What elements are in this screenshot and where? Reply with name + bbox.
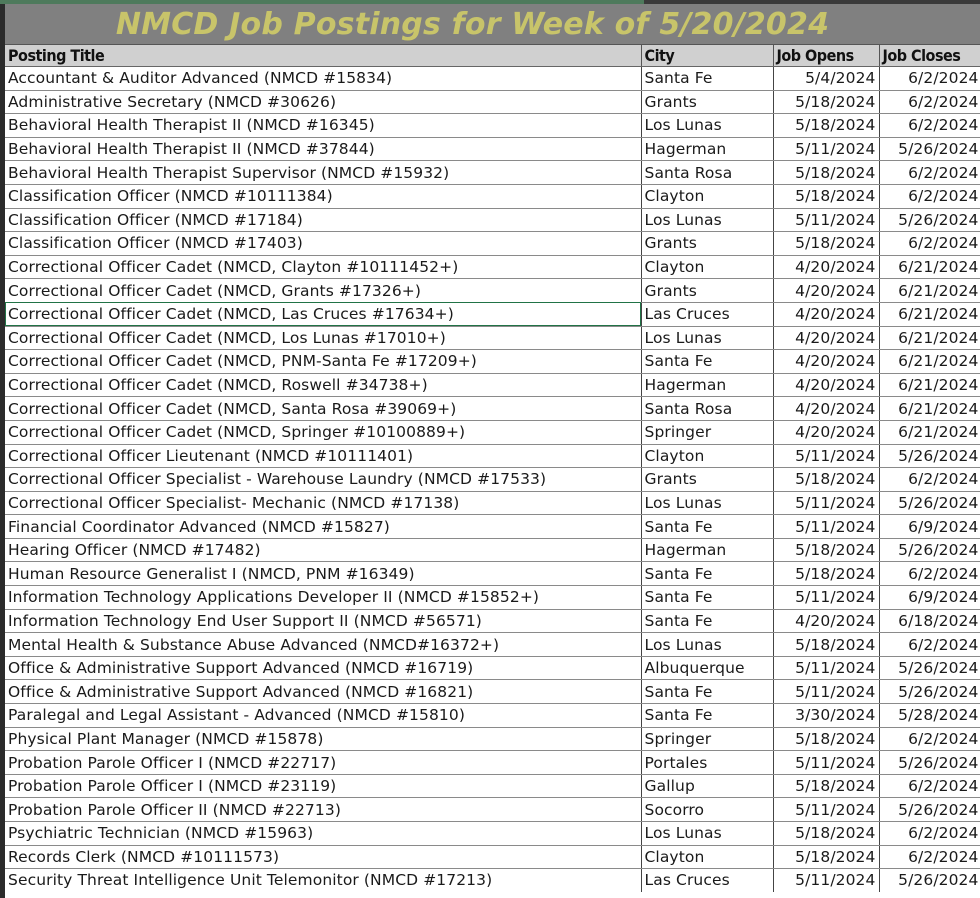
cell-posting-title[interactable]: Correctional Officer Specialist- Mechanic (NMCD #17138) [5, 491, 641, 515]
cell-job-closes[interactable]: 5/26/2024 [879, 798, 980, 822]
cell-job-opens[interactable]: 5/11/2024 [773, 515, 879, 539]
cell-job-closes[interactable]: 6/21/2024 [879, 373, 980, 397]
job-postings-table [5, 44, 980, 893]
table-row [5, 704, 980, 728]
cell-job-closes[interactable]: 6/2/2024 [879, 90, 980, 114]
table-row [5, 350, 980, 374]
cell-city[interactable]: Grants [641, 279, 773, 303]
cell-city[interactable]: Clayton [641, 444, 773, 468]
cell-posting-title[interactable]: Classification Officer (NMCD #17403) [5, 232, 641, 256]
cell-city[interactable]: Santa Fe [641, 609, 773, 633]
cell-job-opens[interactable]: 5/11/2024 [773, 586, 879, 610]
cell-job-closes[interactable]: 6/2/2024 [879, 562, 980, 586]
cell-posting-title[interactable]: Human Resource Generalist I (NMCD, PNM #16349) [5, 562, 641, 586]
cell-posting-title[interactable]: Correctional Officer Cadet (NMCD, Las Cruces #17634+) [5, 302, 641, 326]
table-row [5, 279, 980, 303]
cell-city[interactable]: Santa Fe [641, 704, 773, 728]
cell-posting-title[interactable]: Behavioral Health Therapist II (NMCD #16345) [5, 114, 641, 138]
cell-job-opens[interactable]: 4/20/2024 [773, 373, 879, 397]
cell-city[interactable]: Springer [641, 420, 773, 444]
cell-posting-title[interactable]: Office & Administrative Support Advanced (NMCD #16719) [5, 656, 641, 680]
cell-city[interactable]: Los Lunas [641, 633, 773, 657]
cell-job-opens[interactable]: 4/20/2024 [773, 397, 879, 421]
header-job-opens[interactable]: Job Opens [773, 45, 879, 67]
cell-job-closes[interactable]: 6/21/2024 [879, 255, 980, 279]
cell-job-opens[interactable]: 5/11/2024 [773, 444, 879, 468]
table-row [5, 774, 980, 798]
cell-city[interactable]: Los Lunas [641, 208, 773, 232]
cell-posting-title[interactable]: Probation Parole Officer II (NMCD #22713) [5, 798, 641, 822]
cell-posting-title[interactable]: Classification Officer (NMCD #10111384) [5, 184, 641, 208]
cell-job-closes[interactable]: 6/2/2024 [879, 232, 980, 256]
cell-job-closes[interactable]: 5/26/2024 [879, 491, 980, 515]
cell-job-opens[interactable]: 4/20/2024 [773, 255, 879, 279]
cell-job-opens[interactable]: 5/18/2024 [773, 90, 879, 114]
header-posting-title[interactable]: Posting Title [5, 45, 641, 67]
cell-posting-title[interactable]: Correctional Officer Cadet (NMCD, Los Lunas #17010+) [5, 326, 641, 350]
table-row [5, 609, 980, 633]
cell-job-opens[interactable]: 5/18/2024 [773, 538, 879, 562]
cell-job-closes[interactable]: 5/26/2024 [879, 656, 980, 680]
cell-job-closes[interactable]: 6/2/2024 [879, 727, 980, 751]
cell-job-closes[interactable]: 5/26/2024 [879, 208, 980, 232]
cell-city[interactable]: Grants [641, 90, 773, 114]
cell-job-opens[interactable]: 5/11/2024 [773, 680, 879, 704]
cell-city[interactable]: Clayton [641, 184, 773, 208]
cell-job-opens[interactable]: 4/20/2024 [773, 279, 879, 303]
cell-job-opens[interactable]: 5/11/2024 [773, 491, 879, 515]
cell-job-opens[interactable]: 5/18/2024 [773, 468, 879, 492]
cell-job-opens[interactable]: 5/18/2024 [773, 562, 879, 586]
cell-city[interactable]: Clayton [641, 845, 773, 869]
cell-posting-title[interactable]: Correctional Officer Cadet (NMCD, Grants #17326+) [5, 279, 641, 303]
cell-job-opens[interactable]: 5/18/2024 [773, 184, 879, 208]
sheet-title: NMCD Job Postings for Week of 5/20/2024 [115, 6, 830, 42]
cell-city[interactable]: Los Lunas [641, 326, 773, 350]
table-row [5, 444, 980, 468]
header-job-closes[interactable]: Job Closes [879, 45, 980, 67]
header-city[interactable]: City [641, 45, 773, 67]
table-row [5, 586, 980, 610]
cell-job-closes[interactable]: 6/21/2024 [879, 397, 980, 421]
table-row [5, 845, 980, 869]
table-row [5, 491, 980, 515]
cell-job-closes[interactable]: 5/26/2024 [879, 444, 980, 468]
cell-city[interactable]: Los Lunas [641, 491, 773, 515]
cell-job-closes[interactable]: 5/26/2024 [879, 869, 980, 893]
cell-job-opens[interactable]: 4/20/2024 [773, 326, 879, 350]
cell-job-closes[interactable]: 6/9/2024 [879, 586, 980, 610]
cell-job-closes[interactable]: 6/2/2024 [879, 161, 980, 185]
table-row [5, 633, 980, 657]
cell-job-opens[interactable]: 5/18/2024 [773, 774, 879, 798]
cell-job-opens[interactable]: 4/20/2024 [773, 350, 879, 374]
table-row [5, 302, 980, 326]
cell-posting-title[interactable]: Information Technology End User Support II (NMCD #56571) [5, 609, 641, 633]
cell-city[interactable]: Santa Rosa [641, 161, 773, 185]
cell-posting-title[interactable]: Probation Parole Officer I (NMCD #23119) [5, 774, 641, 798]
cell-job-opens[interactable]: 5/11/2024 [773, 208, 879, 232]
cell-job-opens[interactable]: 5/4/2024 [773, 67, 879, 91]
cell-job-closes[interactable]: 5/26/2024 [879, 680, 980, 704]
cell-city[interactable]: Hagerman [641, 373, 773, 397]
cell-job-closes[interactable]: 6/21/2024 [879, 302, 980, 326]
cell-city[interactable]: Grants [641, 232, 773, 256]
table-row [5, 326, 980, 350]
cell-job-opens[interactable]: 3/30/2024 [773, 704, 879, 728]
cell-posting-title[interactable]: Office & Administrative Support Advanced (NMCD #16821) [5, 680, 641, 704]
table-row [5, 562, 980, 586]
table-row [5, 798, 980, 822]
cell-job-opens[interactable]: 5/11/2024 [773, 869, 879, 893]
cell-job-closes[interactable]: 6/2/2024 [879, 114, 980, 138]
cell-posting-title[interactable]: Behavioral Health Therapist Supervisor (NMCD #15932) [5, 161, 641, 185]
cell-city[interactable]: Las Cruces [641, 869, 773, 893]
cell-city[interactable]: Las Cruces [641, 302, 773, 326]
cell-posting-title[interactable]: Accountant & Auditor Advanced (NMCD #15834) [5, 67, 641, 91]
cell-job-closes[interactable]: 6/21/2024 [879, 420, 980, 444]
cell-job-opens[interactable]: 5/18/2024 [773, 161, 879, 185]
table-row [5, 680, 980, 704]
cell-city[interactable]: Hagerman [641, 137, 773, 161]
cell-posting-title[interactable]: Paralegal and Legal Assistant - Advanced (NMCD #15810) [5, 704, 641, 728]
cell-posting-title[interactable]: Correctional Officer Cadet (NMCD, Clayton #10111452+) [5, 255, 641, 279]
cell-city[interactable]: Portales [641, 751, 773, 775]
cell-job-closes[interactable]: 6/2/2024 [879, 774, 980, 798]
cell-posting-title[interactable]: Physical Plant Manager (NMCD #15878) [5, 727, 641, 751]
cell-job-opens[interactable]: 5/11/2024 [773, 798, 879, 822]
cell-posting-title[interactable]: Records Clerk (NMCD #10111573) [5, 845, 641, 869]
table-row [5, 468, 980, 492]
cell-job-opens[interactable]: 5/18/2024 [773, 822, 879, 846]
cell-job-opens[interactable]: 5/18/2024 [773, 633, 879, 657]
cell-city[interactable]: Albuquerque [641, 656, 773, 680]
cell-job-opens[interactable]: 5/11/2024 [773, 751, 879, 775]
cell-job-closes[interactable]: 6/2/2024 [879, 468, 980, 492]
cell-job-closes[interactable]: 6/2/2024 [879, 633, 980, 657]
merged-title-cell[interactable] [5, 4, 980, 44]
cell-job-closes[interactable]: 6/2/2024 [879, 845, 980, 869]
cell-city[interactable]: Santa Fe [641, 586, 773, 610]
cell-posting-title[interactable]: Psychiatric Technician (NMCD #15963) [5, 822, 641, 846]
cell-city[interactable]: Santa Fe [641, 562, 773, 586]
cell-posting-title[interactable]: Administrative Secretary (NMCD #30626) [5, 90, 641, 114]
table-row [5, 232, 980, 256]
table-row [5, 255, 980, 279]
cell-posting-title[interactable]: Classification Officer (NMCD #17184) [5, 208, 641, 232]
table-row [5, 184, 980, 208]
cell-posting-title[interactable]: Correctional Officer Lieutenant (NMCD #10111401) [5, 444, 641, 468]
cell-job-closes[interactable]: 5/26/2024 [879, 137, 980, 161]
cell-city[interactable]: Santa Fe [641, 515, 773, 539]
cell-job-closes[interactable]: 6/21/2024 [879, 279, 980, 303]
cell-city[interactable]: Santa Fe [641, 67, 773, 91]
cell-city[interactable]: Los Lunas [641, 822, 773, 846]
table-row [5, 420, 980, 444]
cell-posting-title[interactable]: Correctional Officer Cadet (NMCD, Roswell #34738+) [5, 373, 641, 397]
cell-city[interactable]: Santa Fe [641, 680, 773, 704]
header-row [5, 45, 980, 67]
cell-job-opens[interactable]: 5/11/2024 [773, 137, 879, 161]
cell-posting-title[interactable]: Financial Coordinator Advanced (NMCD #15827) [5, 515, 641, 539]
cell-job-closes[interactable]: 6/9/2024 [879, 515, 980, 539]
cell-job-opens[interactable]: 5/18/2024 [773, 845, 879, 869]
cell-city[interactable]: Hagerman [641, 538, 773, 562]
cell-job-opens[interactable]: 5/11/2024 [773, 656, 879, 680]
cell-city[interactable]: Socorro [641, 798, 773, 822]
cell-job-closes[interactable]: 6/2/2024 [879, 67, 980, 91]
cell-job-opens[interactable]: 4/20/2024 [773, 420, 879, 444]
cell-city[interactable]: Springer [641, 727, 773, 751]
cell-city[interactable]: Clayton [641, 255, 773, 279]
cell-job-closes[interactable]: 5/26/2024 [879, 538, 980, 562]
cell-job-opens[interactable]: 5/18/2024 [773, 232, 879, 256]
cell-city[interactable]: Santa Fe [641, 350, 773, 374]
cell-posting-title[interactable]: Information Technology Applications Developer II (NMCD #15852+) [5, 586, 641, 610]
cell-job-closes[interactable]: 6/2/2024 [879, 184, 980, 208]
table-row [5, 656, 980, 680]
cell-job-opens[interactable]: 5/18/2024 [773, 727, 879, 751]
cell-job-opens[interactable]: 4/20/2024 [773, 609, 879, 633]
cell-posting-title[interactable]: Correctional Officer Specialist - Warehouse Laundry (NMCD #17533) [5, 468, 641, 492]
cell-job-opens[interactable]: 4/20/2024 [773, 302, 879, 326]
table-row [5, 208, 980, 232]
cell-city[interactable]: Grants [641, 468, 773, 492]
table-row [5, 727, 980, 751]
cell-job-closes[interactable]: 5/26/2024 [879, 751, 980, 775]
table-row [5, 90, 980, 114]
cell-job-opens[interactable]: 5/18/2024 [773, 114, 879, 138]
cell-posting-title[interactable]: Hearing Officer (NMCD #17482) [5, 538, 641, 562]
cell-posting-title[interactable]: Probation Parole Officer I (NMCD #22717) [5, 751, 641, 775]
cell-job-closes[interactable]: 6/2/2024 [879, 822, 980, 846]
table-row [5, 137, 980, 161]
cell-posting-title[interactable]: Behavioral Health Therapist II (NMCD #37844) [5, 137, 641, 161]
cell-city[interactable]: Los Lunas [641, 114, 773, 138]
cell-posting-title[interactable]: Correctional Officer Cadet (NMCD, Santa Rosa #39069+) [5, 397, 641, 421]
cell-job-closes[interactable]: 6/21/2024 [879, 350, 980, 374]
table-row [5, 67, 980, 91]
cell-job-closes[interactable]: 6/18/2024 [879, 609, 980, 633]
table-row [5, 373, 980, 397]
cell-posting-title[interactable]: Mental Health & Substance Abuse Advanced (NMCD#16372+) [5, 633, 641, 657]
cell-posting-title[interactable]: Correctional Officer Cadet (NMCD, PNM-Santa Fe #17209+) [5, 350, 641, 374]
table-row [5, 161, 980, 185]
table-row [5, 114, 980, 138]
table-row [5, 822, 980, 846]
table-row [5, 751, 980, 775]
table-row [5, 515, 980, 539]
cell-job-closes[interactable]: 6/21/2024 [879, 326, 980, 350]
cell-posting-title[interactable]: Security Threat Intelligence Unit Telemonitor (NMCD #17213) [5, 869, 641, 893]
table-row [5, 538, 980, 562]
grid-bottom [5, 892, 980, 898]
table-row [5, 397, 980, 421]
cell-city[interactable]: Gallup [641, 774, 773, 798]
cell-city[interactable]: Santa Rosa [641, 397, 773, 421]
cell-job-closes[interactable]: 5/28/2024 [879, 704, 980, 728]
cell-posting-title[interactable]: Correctional Officer Cadet (NMCD, Springer #10100889+) [5, 420, 641, 444]
table-row [5, 869, 980, 893]
